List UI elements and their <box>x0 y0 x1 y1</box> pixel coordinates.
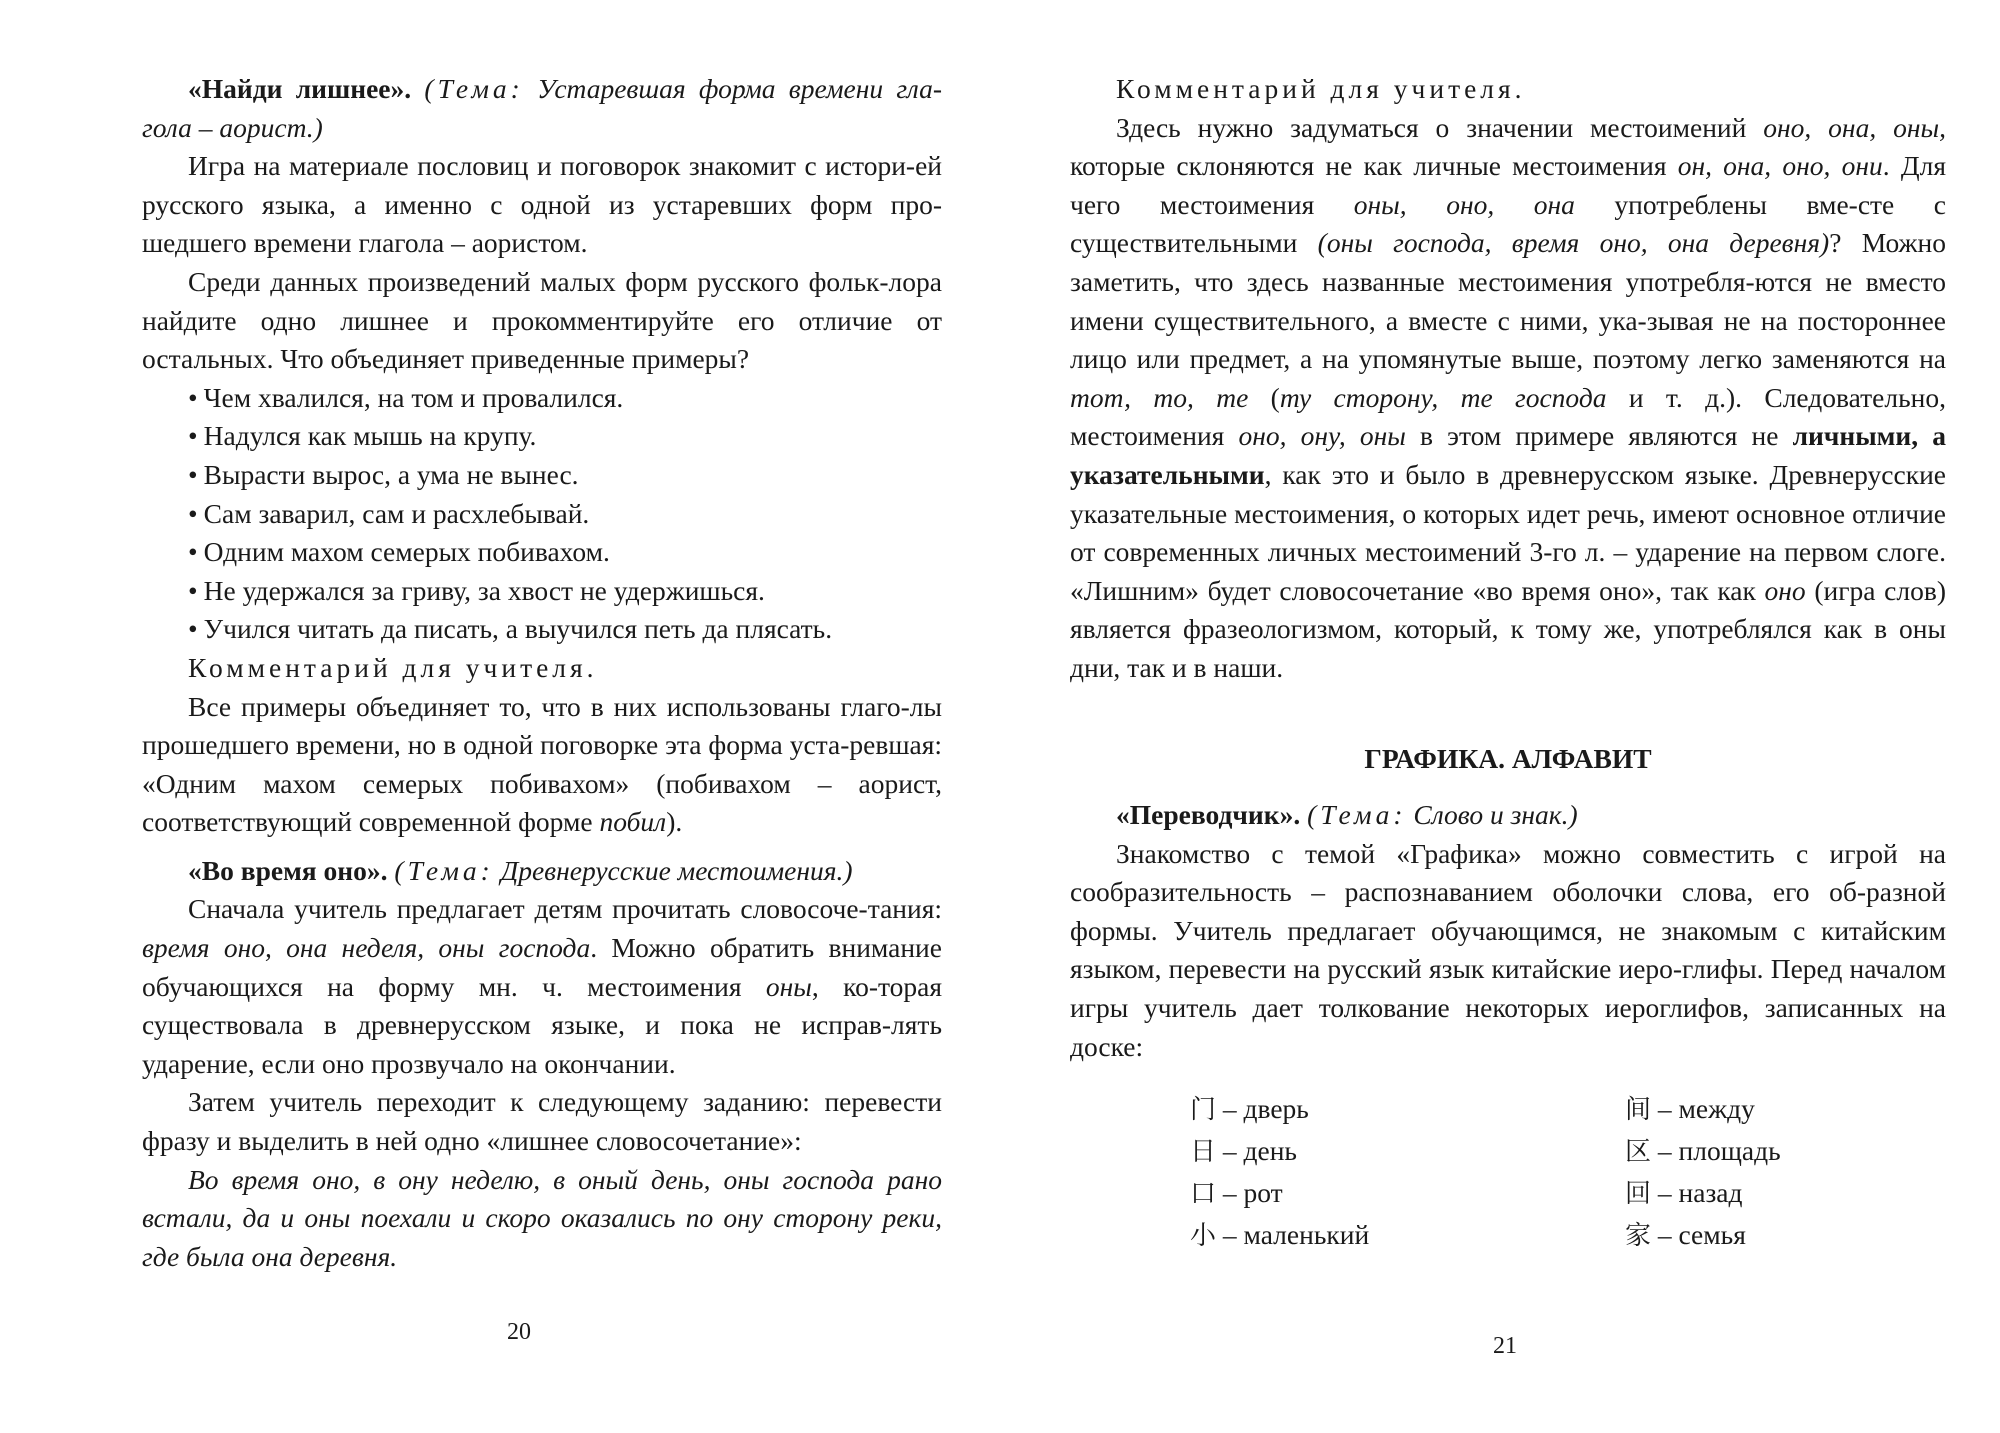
section-heading: ГРАФИКА. АЛФАВИТ <box>1364 742 1652 774</box>
hieroglyph-entry: 口 – рот <box>1190 1177 1283 1209</box>
comment-paragraph: Все примеры объединяет то, что в них использованы глаго-лы прошедшего времени, но в одной поговорке эта форма уста-ревшая: «Одним махом семерых побивахом» (побивахом – аорист, соответствующий современной форме побил). <box>142 690 942 838</box>
hieroglyph-table <box>1130 1090 1890 1258</box>
game2-phrase: Во время оно, в ону неделю, в оный день, оны господа рано встали, да и оны поехали и скоро оказались по ону сторону реки, где была она деревня. <box>142 1163 942 1272</box>
game2-paragraph-1: Сначала учитель предлагает детям прочитать словосоче-тания: время оно, она неделя, оны господа. Можно обратить внимание обучающихся на форму мн. ч. местоимения оны, ко-торая существовала в древнерусском языке, и пока не исправ-лять ударение, если оно прозвучало на окончании. <box>142 893 943 1079</box>
table-row <box>1130 1132 1890 1174</box>
comment-paragraph: Здесь нужно задуматься о значении местоимений оно, она, оны, которые склоняются не как личные местоимения он, она, оно, они. Для чего местоимения оны, оно, она употреблены вме-сте с существительными (оны господа, время оно, она деревня)? Можно заметить, что здесь названные местоимения употребля-ются не вместо имени существительного, а вместе с ними, ука-зывая не на постороннее лицо или предмет, а на упомянутые выше, поэтому легко заменяются на тот, то, те (ту сторону, те господа и т. д.). Следовательно, местоимения оно, ону, оны в этом примере являются не личными, а указательными, как это и было в древнерусском языке. Древнерусские указательные местоимения, о которых идет речь, имеют основное отличие от современных личных местоимений 3-го л. – ударение на первом слоге. «Лишним» будет словосочетание «во время оно», так как оно (игра слов) является фразеологизмом, который, к тому же, употреблялся как в оны дни, так и в наши. <box>1070 111 1947 683</box>
bullet-icon: • <box>188 613 198 645</box>
page-number: 21 <box>1493 1333 1517 1359</box>
proverb-list <box>142 379 942 649</box>
list-item: • Одним махом семерых побивахом. <box>142 533 942 572</box>
game-title: «Найди лишнее». <box>188 73 412 104</box>
hieroglyph-entry: 区 – площадь <box>1625 1135 1781 1167</box>
bullet-icon: • <box>188 574 198 606</box>
comment-label: Комментарий для учителя. <box>188 651 598 683</box>
list-item: • Учился читать да писать, а выучился петь да плясать. <box>142 610 942 649</box>
game-title-paragraph <box>1070 796 1946 835</box>
list-item: • Чем хвалился, на том и провалился. <box>142 379 942 418</box>
right-page <box>1070 70 1947 1251</box>
comment-label: Комментарий для учителя. <box>1116 73 1526 104</box>
hieroglyph-entry: 日 – день <box>1190 1135 1297 1167</box>
hieroglyph-entry: 回 – назад <box>1625 1177 1743 1209</box>
game-title: «Переводчик». <box>1116 799 1301 831</box>
left-page <box>142 70 942 1276</box>
page-number: 20 <box>507 1319 531 1345</box>
hieroglyph-entry: 间 – между <box>1625 1093 1755 1125</box>
bullet-icon: • <box>188 420 198 452</box>
table-row <box>1130 1174 1890 1216</box>
game2-paragraph-2: Затем учитель переходит к следующему заданию: перевести фразу и выделить в ней одно «лишнее словосочетание»: <box>142 1086 942 1157</box>
bullet-icon: • <box>188 536 198 568</box>
list-item: • Не удержался за гриву, за хвост не удержишься. <box>142 572 942 611</box>
game-title-paragraph <box>142 70 942 147</box>
hieroglyph-entry: 小 – маленький <box>1190 1219 1370 1251</box>
game-title: «Во время оно». <box>188 854 388 886</box>
theme-label: (Тема: Древнерусские местоимения.) <box>394 854 853 886</box>
table-row <box>1130 1216 1890 1258</box>
bullet-icon: • <box>188 458 198 490</box>
theme-label: (Тема: Устаревшая форма времени гла-гола – аорист.) <box>142 73 942 143</box>
task-paragraph: Среди данных произведений малых форм русского фольк-лора найдите одно лишнее и прокомментируйте его отличие от остальных. Что объединяет приведенные примеры? <box>142 265 942 375</box>
list-item: • Сам заварил, сам и расхлебывай. <box>142 495 942 534</box>
theme-label: (Тема: Слово и знак.) <box>1307 799 1578 831</box>
bullet-icon: • <box>188 497 198 529</box>
list-item: • Надулся как мышь на крупу. <box>142 417 942 456</box>
hieroglyph-entry: 家 – семья <box>1625 1219 1746 1251</box>
table-row <box>1130 1090 1890 1132</box>
list-item: • Вырасти вырос, а ума не вынес. <box>142 456 942 495</box>
bullet-icon: • <box>188 381 198 413</box>
hieroglyph-entry: 门 – дверь <box>1190 1093 1309 1125</box>
intro-paragraph: Игра на материале пословиц и поговорок знакомит с истори-ей русского языка, а именно с одной из устаревших форм про-шедшего времени глагола – аористом. <box>142 150 942 259</box>
game3-paragraph: Знакомство с темой «Графика» можно совместить с игрой на сообразительность – распознаванием оболочки слова, его об-разной формы. Учитель предлагает обучающимся, не знакомым с китайским языком, перевести на русский язык китайские иеро-глифы. Перед началом игры учитель дает толкование некоторых иероглифов, записанных на доске: <box>1070 837 1946 1062</box>
game-title-paragraph <box>142 852 942 891</box>
